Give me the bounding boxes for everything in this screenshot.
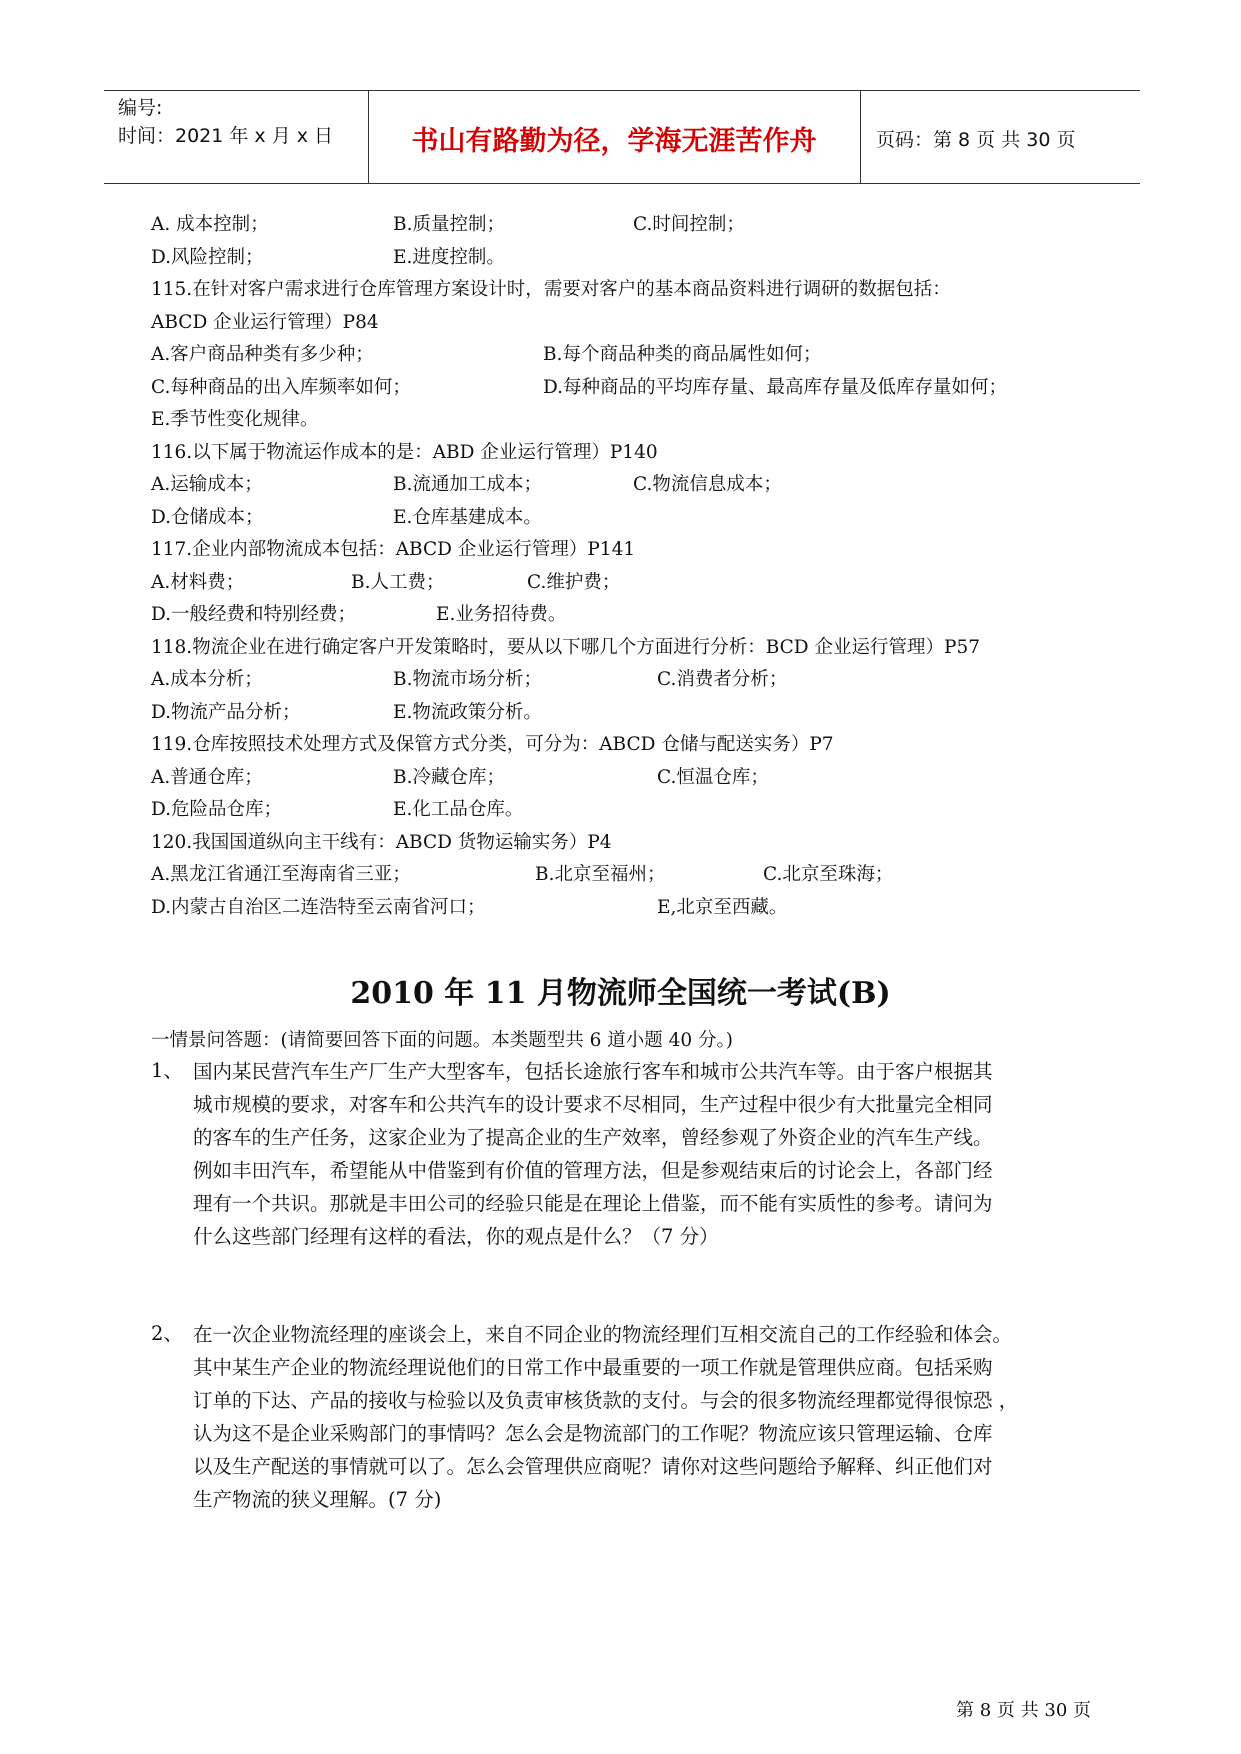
question-text: 120.我国国道纵向主干线有：ABCD 货物运输实务）P4	[151, 831, 612, 853]
text-line	[151, 210, 1111, 243]
text-line	[151, 373, 1111, 406]
text-line	[151, 535, 1111, 568]
question-text: 117.企业内部物流成本包括：ABCD 企业运行管理）P141	[151, 539, 636, 560]
page-footer: 第 8 页 共 30 页	[956, 1700, 1091, 1721]
question-line: 理有一个共识。那就是丰田公司的经验只能是在理论上借鉴，而不能有实质性的参考。请问为	[193, 1192, 993, 1215]
option-text: B.流通加工成本；	[393, 474, 542, 495]
option-text: C.恒温仓库；	[657, 766, 769, 788]
option-text: B.质量控制；	[393, 214, 505, 235]
question-line: 以及生产配送的事情就可以了。怎么会管理供应商呢？请你对这些问题给予解释、纠正他们对	[193, 1455, 993, 1478]
option-text: C.消费者分析；	[657, 669, 788, 690]
question-line: 城市规模的要求，对客车和公共汽车的设计要求不尽相同，生产过程中很少有大批量完全相同	[193, 1093, 993, 1116]
header-motto-cell	[368, 91, 861, 183]
text-line	[151, 308, 1111, 341]
question-line: 的客车的生产任务，这家企业为了提高企业的生产效率，曾经参观了外资企业的汽车生产线。	[193, 1126, 993, 1149]
option-text: E.仓库基建成本。	[393, 506, 542, 528]
text-line	[151, 665, 1111, 698]
header-page-cell	[860, 91, 1140, 183]
text-line	[151, 470, 1111, 503]
question-line: 认为这不是企业采购部门的事情吗？怎么会是物流部门的工作呢？物流应该只管理运输、仓库	[193, 1422, 993, 1445]
option-text: A.材料费；	[151, 571, 245, 593]
option-text: E.进度控制。	[393, 246, 505, 268]
text-line	[151, 730, 1111, 763]
page-number-label: 页码：第 8 页 共 30 页	[876, 129, 1076, 151]
question-text: 115.在针对客户需求进行仓库管理方案设计时，需要对客户的基本商品资料进行调研的数据包括：	[151, 279, 951, 300]
option-text: E.物流政策分析。	[393, 701, 542, 723]
option-text: A.成本分析；	[151, 669, 263, 690]
question-text: 119.仓库按照技术处理方式及保管方式分类，可分为：ABCD 仓储与配送实务）P7	[151, 734, 834, 755]
option-text: D.一般经费和特别经费；	[151, 604, 357, 625]
question-line: 其中某生产企业的物流经理说他们的日常工作中最重要的一项工作就是管理供应商。包括采购	[193, 1356, 993, 1379]
question-line: 在一次企业物流经理的座谈会上，来自不同企业的物流经理们互相交流自己的工作经验和体会。	[193, 1323, 1013, 1346]
question-line: 国内某民营汽车生产厂生产大型客车，包括长途旅行客车和城市公共汽车等。由于客户根据其	[193, 1060, 993, 1083]
question-line: 什么这些部门经理有这样的看法，你的观点是什么？（7 分）	[193, 1225, 719, 1248]
option-text: C.维护费；	[527, 571, 621, 593]
question-number: 2、	[151, 1322, 183, 1345]
option-text: B.每个商品种类的商品属性如何；	[543, 344, 822, 365]
text-line	[151, 633, 1111, 666]
text-line	[151, 503, 1111, 536]
text-line	[151, 893, 1111, 926]
question-text: 118.物流企业在进行确定客户开发策略时，要从以下哪几个方面进行分析：BCD 企业运行管理）P57	[151, 636, 980, 658]
option-text: E.业务招待费。	[436, 604, 567, 625]
option-text: B.北京至福州；	[535, 864, 666, 885]
option-text: B.物流市场分析；	[393, 669, 542, 690]
option-text: B.人工费；	[351, 571, 445, 593]
option-text: C.北京至珠海；	[763, 864, 894, 885]
text-line	[151, 405, 1111, 438]
text-line	[151, 243, 1111, 276]
text-line	[151, 763, 1111, 796]
text-line	[151, 860, 1111, 893]
text-line	[151, 600, 1111, 633]
text-line	[151, 828, 1111, 861]
option-text: D.物流产品分析；	[151, 701, 301, 723]
option-text: E.化工品仓库。	[393, 799, 524, 820]
text-line	[151, 568, 1111, 601]
option-text: C.每种商品的出入库频率如何；	[151, 376, 411, 398]
option-text: C.时间控制；	[633, 214, 745, 235]
option-text: A. 成本控制；	[151, 214, 269, 235]
option-text: E,北京至西藏。	[657, 896, 788, 918]
question-body	[193, 1318, 1123, 1516]
option-text: D.风险控制；	[151, 246, 264, 268]
question-body	[193, 1055, 1123, 1253]
option-text: D.危险品仓库；	[151, 799, 283, 820]
question-line: 例如丰田汽车，希望能从中借鉴到有价值的管理方法，但是参观结束后的讨论会上，各部门经	[193, 1159, 993, 1182]
question-line: 订单的下达、产品的接收与检验以及负责审核货款的支付。与会的很多物流经理都觉得很惊恐 ，	[193, 1389, 1019, 1412]
option-text: A.客户商品种类有多少种；	[151, 344, 374, 365]
text-line	[151, 340, 1111, 373]
option-text: D.内蒙古自治区二连浩特至云南省河口；	[151, 896, 486, 918]
option-text: A.普通仓库；	[151, 766, 263, 788]
motto-text: 书山有路勤为径，学海无涯苦作舟	[411, 126, 817, 157]
option-text: D.每种商品的平均库存量、最高库存量及低库存量如何；	[543, 376, 1008, 398]
text-line	[151, 275, 1111, 308]
choice-question-list	[151, 210, 1111, 925]
text-line	[151, 438, 1111, 471]
option-text: A.运输成本；	[151, 474, 263, 495]
option-text: D.仓储成本；	[151, 506, 264, 528]
page-header	[104, 90, 1140, 184]
text-line	[151, 795, 1111, 828]
option-text: A.黑龙江省通江至海南省三亚；	[151, 864, 411, 885]
question-text: ABCD 企业运行管理）P84	[151, 311, 379, 333]
question-line: 生产物流的狭义理解。(7 分)	[193, 1488, 442, 1511]
question-number: 1、	[151, 1059, 183, 1082]
time-label: 时间：2021 年 x 月 x 日	[118, 125, 334, 147]
text-line	[151, 698, 1111, 731]
section-intro: 一情景问答题：(请简要回答下面的问题。本类题型共 6 道小题 40 分。)	[151, 1030, 734, 1051]
question-text: E.季节性变化规律。	[151, 409, 319, 430]
serial-label: 编号:	[118, 97, 163, 119]
question-text: 116.以下属于物流运作成本的是：ABD 企业运行管理）P140	[151, 441, 658, 463]
option-text: B.冷藏仓库；	[393, 766, 505, 788]
option-text: C.物流信息成本；	[633, 474, 782, 495]
section-title: 2010 年 11 月物流师全国统一考试(B)	[350, 976, 891, 1011]
header-meta-cell	[104, 91, 369, 183]
